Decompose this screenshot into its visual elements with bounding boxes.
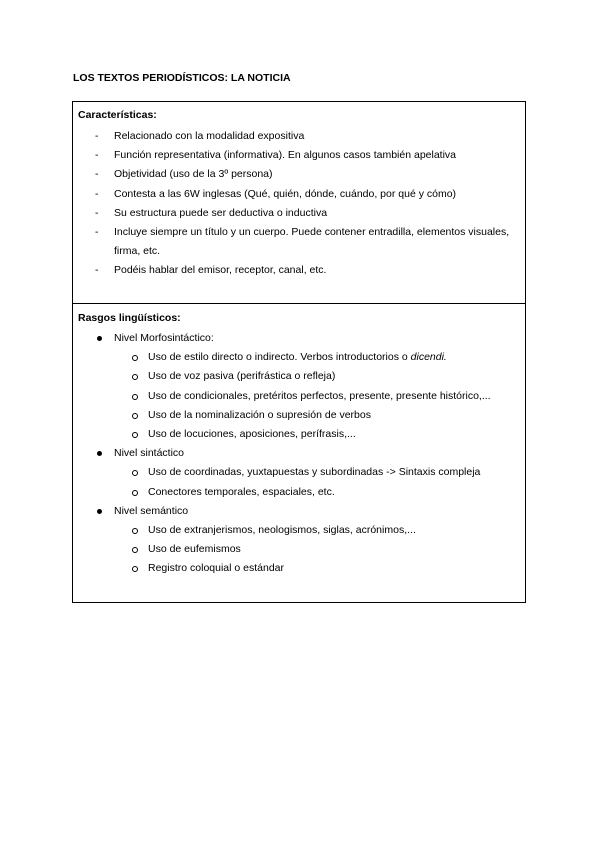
caracteristicas-section bbox=[73, 102, 525, 304]
circle-bullet-icon bbox=[132, 413, 138, 419]
list-item-text: Relacionado con la modalidad expositiva bbox=[114, 130, 305, 142]
list-item-text: Contesta a las 6W inglesas (Qué, quién, dónde, cuándo, por qué y cómo) bbox=[114, 187, 457, 200]
list-item bbox=[73, 406, 525, 425]
list-item bbox=[73, 540, 525, 559]
sub-list bbox=[114, 348, 525, 444]
dash-bullet-icon: - bbox=[95, 206, 99, 219]
nivel-sintactico bbox=[73, 444, 525, 502]
disc-bullet-icon bbox=[97, 509, 102, 514]
list-item bbox=[73, 204, 525, 223]
list-item bbox=[73, 165, 525, 184]
list-item bbox=[73, 387, 525, 406]
list-item-text: Incluye siempre un título y un cuerpo. Puede contener entradilla, elementos visuales, firma, etc. bbox=[114, 226, 510, 258]
list-item-text: Función representativa (informativa). En algunos casos también apelativa bbox=[114, 149, 457, 162]
list-item-text: Podéis hablar del emisor, receptor, canal, etc. bbox=[114, 264, 327, 277]
disc-bullet-icon bbox=[97, 336, 102, 341]
list-item-text: Registro coloquial o estándar bbox=[148, 562, 284, 575]
list-item-text: Su estructura puede ser deductiva o inductiva bbox=[114, 206, 328, 219]
list-item-text: Objetividad (uso de la 3º persona) bbox=[114, 168, 273, 181]
list-item bbox=[73, 367, 525, 386]
group-label: Nivel sintáctico bbox=[114, 447, 185, 460]
disc-bullet-icon bbox=[97, 451, 102, 456]
circle-bullet-icon bbox=[132, 566, 138, 572]
list-item bbox=[73, 223, 525, 261]
sub-list bbox=[114, 521, 525, 579]
list-item bbox=[73, 185, 525, 204]
circle-bullet-icon bbox=[132, 394, 138, 400]
group-label: Nivel Morfosintáctico: bbox=[114, 332, 214, 344]
group-label: Nivel semántico bbox=[114, 504, 189, 517]
dash-bullet-icon: - bbox=[95, 149, 99, 162]
list-item bbox=[73, 463, 525, 482]
list-item-text: Uso de voz pasiva (perifrástica o refleja) bbox=[148, 370, 336, 383]
list-item bbox=[73, 425, 525, 444]
list-item-italic: dicendi. bbox=[410, 351, 447, 364]
list-item bbox=[73, 348, 525, 367]
dash-bullet-icon: - bbox=[95, 168, 99, 181]
list-item-text: Uso de coordinadas, yuxtapuestas y subordinadas -> Sintaxis compleja bbox=[148, 466, 481, 479]
circle-bullet-icon bbox=[132, 490, 138, 496]
circle-bullet-icon bbox=[132, 355, 138, 361]
sub-list bbox=[114, 463, 525, 501]
nivel-morfosintactico bbox=[73, 329, 525, 444]
circle-bullet-icon bbox=[132, 470, 138, 476]
list-item bbox=[73, 127, 525, 146]
content-table bbox=[72, 101, 526, 603]
list-item-text: Conectores temporales, espaciales, etc. bbox=[148, 485, 335, 498]
list-item-text: Uso de condicionales, pretéritos perfectos, presente, presente histórico,... bbox=[148, 389, 491, 402]
caracteristicas-list bbox=[73, 127, 525, 281]
list-item-text: Uso de locuciones, aposiciones, perífrasis,... bbox=[148, 428, 356, 441]
page-title: LOS TEXTOS PERIODÍSTICOS: LA NOTICIA bbox=[73, 72, 291, 84]
list-item bbox=[73, 483, 525, 502]
list-item-text: Uso de extranjerismos, neologismos, siglas, acrónimos,... bbox=[148, 524, 416, 537]
circle-bullet-icon bbox=[132, 547, 138, 553]
circle-bullet-icon bbox=[132, 374, 138, 380]
list-item-text: Uso de estilo directo o indirecto. Verbos introductorios o bbox=[148, 351, 411, 364]
dash-bullet-icon: - bbox=[95, 187, 99, 200]
list-item bbox=[73, 261, 525, 280]
caracteristicas-heading: Características: bbox=[78, 109, 157, 121]
rasgos-list bbox=[73, 329, 525, 579]
dash-bullet-icon: - bbox=[95, 226, 99, 239]
list-item bbox=[73, 559, 525, 578]
circle-bullet-icon bbox=[132, 432, 138, 438]
dash-bullet-icon: - bbox=[95, 130, 99, 142]
list-item bbox=[73, 146, 525, 165]
circle-bullet-icon bbox=[132, 528, 138, 534]
list-item-text: Uso de la nominalización o supresión de verbos bbox=[148, 408, 371, 421]
nivel-semantico bbox=[73, 502, 525, 579]
list-item-text: Uso de eufemismos bbox=[148, 543, 241, 556]
rasgos-section bbox=[73, 304, 525, 602]
dash-bullet-icon: - bbox=[95, 264, 99, 277]
list-item bbox=[73, 521, 525, 540]
rasgos-heading: Rasgos lingüísticos: bbox=[78, 312, 181, 324]
